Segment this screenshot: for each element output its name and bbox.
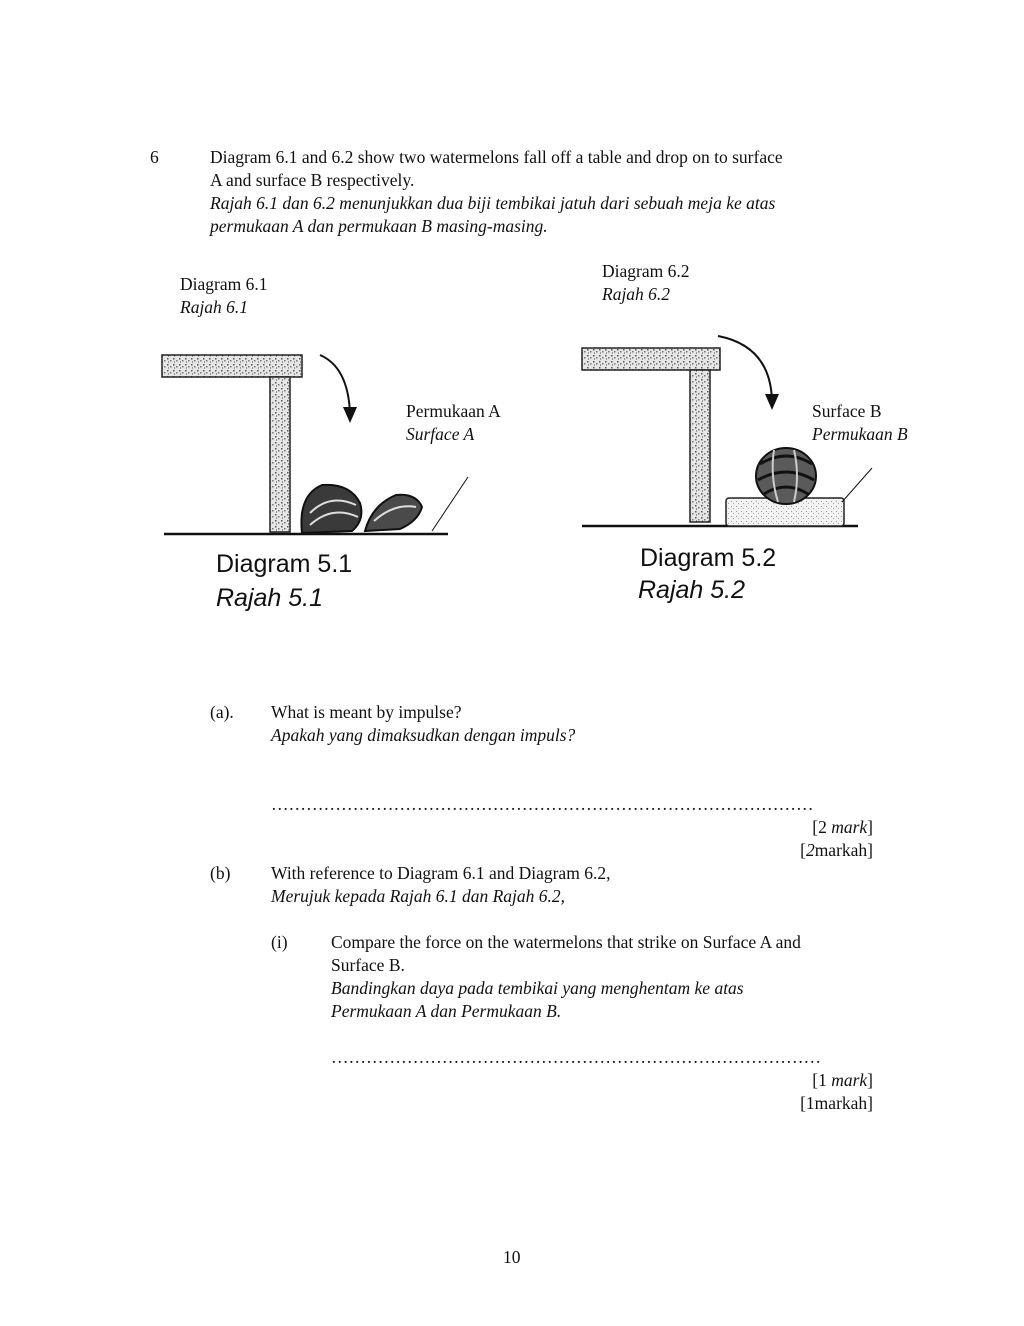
part-b-i-answer-line[interactable]: …………………………………………………………………………	[331, 1047, 821, 1067]
caption-left-en: Diagram 5.1	[216, 550, 353, 578]
part-b-i-question-ms-2: Permukaan A dan Permukaan B.	[331, 1001, 562, 1021]
question-intro-en-1: Diagram 6.1 and 6.2 show two watermelons fall off a table and drop on to surface	[210, 147, 783, 167]
part-b-label: (b)	[210, 863, 231, 883]
figure-right-label-en: Diagram 6.2	[602, 261, 690, 281]
table-top	[582, 348, 720, 370]
part-b-i-label: (i)	[271, 932, 288, 952]
figure-left-label-ms: Rajah 6.1	[180, 297, 249, 317]
broken-watermelon-2	[365, 495, 422, 531]
question-number: 6	[150, 147, 159, 167]
surface-b-label-ms: Permukaan B	[812, 424, 908, 444]
caption-left-ms: Rajah 5.1	[216, 584, 324, 612]
surface-a-label-ms: Permukaan A	[406, 401, 501, 421]
question-intro-ms-2: permukaan A dan permukaan B masing-masing.	[210, 216, 548, 236]
broken-watermelon-1	[301, 485, 361, 533]
part-b-i-marks: [1 mark]	[812, 1070, 873, 1090]
fall-arrow	[320, 355, 350, 413]
part-a-marks: [2 mark]	[812, 817, 873, 837]
figure-right-label-ms: Rajah 6.2	[602, 284, 671, 304]
part-a-markah: [2markah]	[800, 840, 873, 860]
figure-left-label-en: Diagram 6.1	[180, 274, 268, 294]
page-number: 10	[503, 1247, 521, 1267]
part-b-i-markah: [1markah]	[800, 1093, 873, 1113]
surface-a-label-en: Surface A	[406, 424, 475, 444]
question-intro-ms-1: Rajah 6.1 dan 6.2 menunjukkan dua biji tembikai jatuh dari sebuah meja ke atas	[210, 193, 776, 213]
surface-b-label-en: Surface B	[812, 401, 882, 421]
question-intro-en-2: A and surface B respectively.	[210, 170, 415, 190]
caption-right-ms: Rajah 5.2	[638, 576, 746, 604]
part-a-question-en: What is meant by impulse?	[271, 702, 462, 722]
part-b-i-question-en-2: Surface B.	[331, 955, 405, 975]
table-leg	[270, 377, 290, 532]
part-b-i-question-en-1: Compare the force on the watermelons that strike on Surface A and	[331, 932, 801, 952]
part-b-i-question-ms-1: Bandingkan daya pada tembikai yang menghentam ke atas	[331, 978, 744, 998]
table-top	[162, 355, 302, 377]
surface-a-pointer	[432, 477, 468, 531]
part-b-intro-en: With reference to Diagram 6.1 and Diagram 6.2,	[271, 863, 611, 883]
table-leg	[690, 370, 710, 522]
part-a-answer-line[interactable]: …………………………………………………………………………………	[271, 794, 814, 814]
caption-right-en: Diagram 5.2	[640, 544, 777, 572]
surface-b-pointer	[842, 468, 872, 502]
part-a-label: (a).	[210, 702, 234, 722]
part-a-question-ms: Apakah yang dimaksudkan dengan impuls?	[271, 725, 576, 745]
part-b-intro-ms: Merujuk kepada Rajah 6.1 dan Rajah 6.2,	[271, 886, 566, 906]
fall-arrow	[718, 336, 772, 400]
